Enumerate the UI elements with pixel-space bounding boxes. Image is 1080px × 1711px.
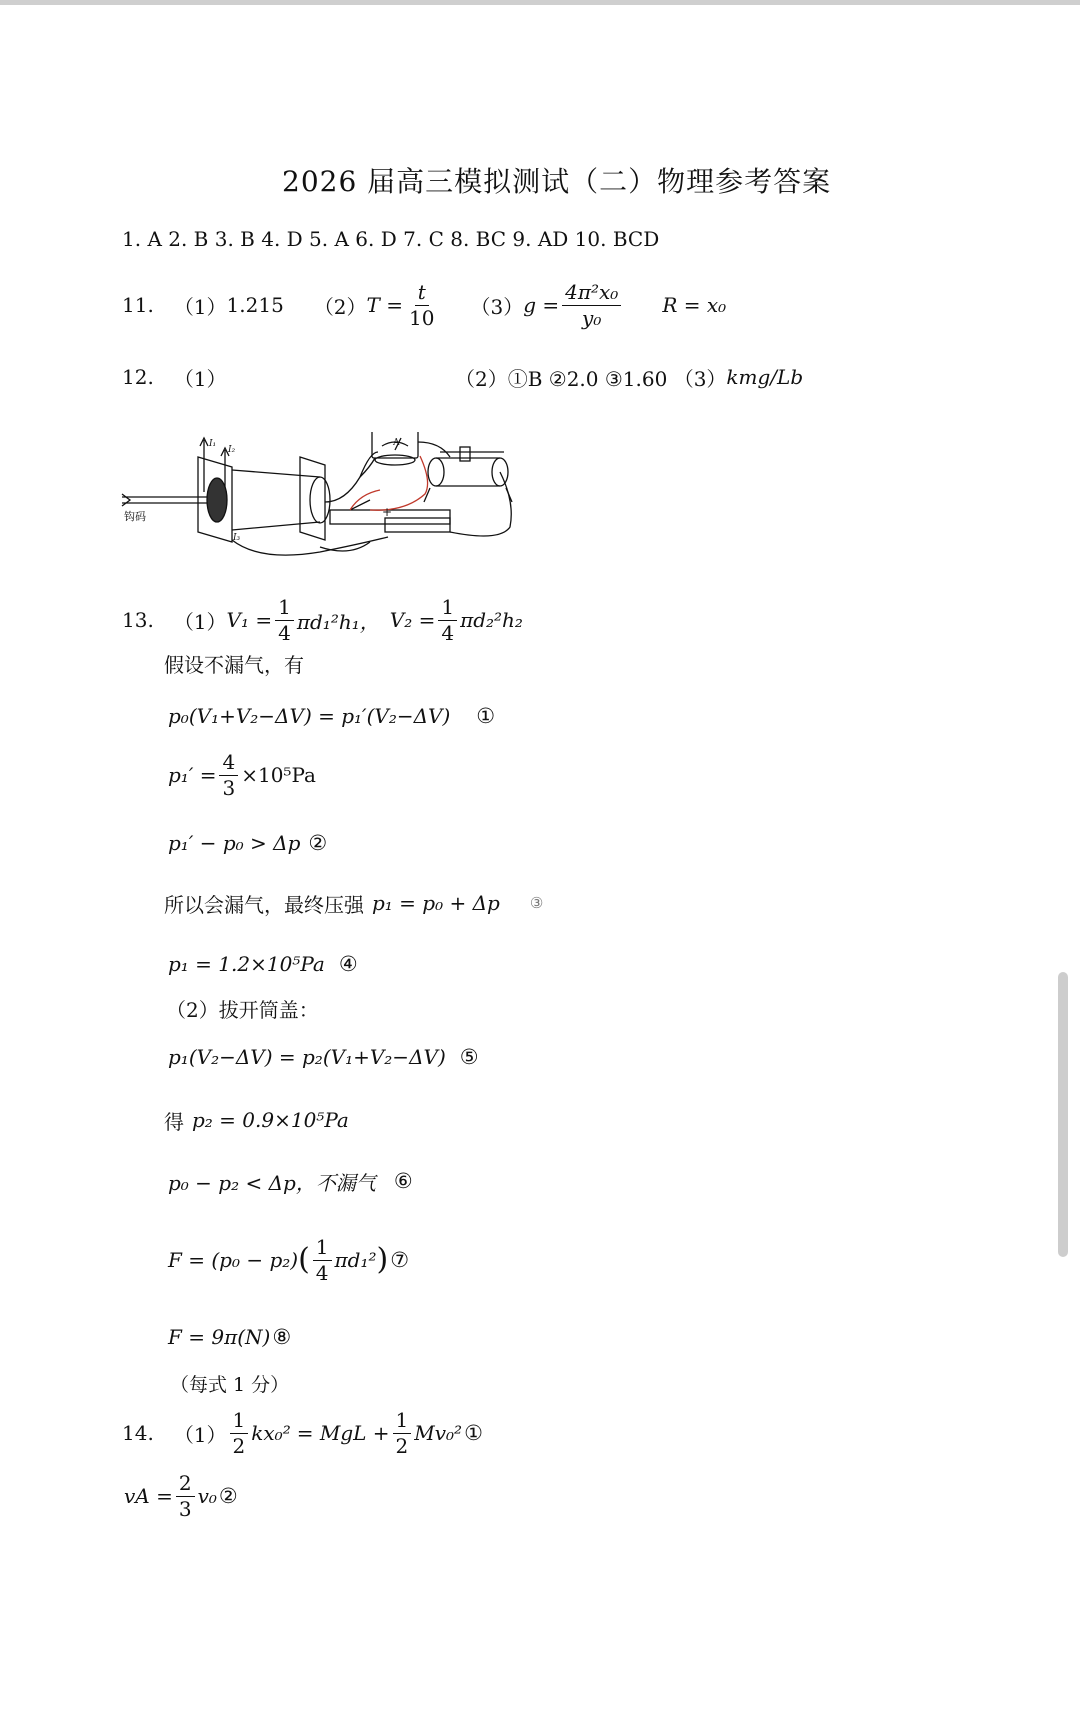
q12-answer: 12. （1） xyxy=(122,365,227,391)
q13-eq4: p₁ = 1.2×10⁵Pa ④ xyxy=(168,952,358,976)
q12-number: 12. xyxy=(122,365,154,389)
q13-assumption: 假设不漏气，有 xyxy=(164,653,304,677)
label-plus: + xyxy=(382,505,393,519)
q13-number: 13. xyxy=(122,608,154,632)
q13-score-note: （每式 1 分） xyxy=(170,1374,290,1396)
q11-period-fraction: $\frac{t}{10}$ xyxy=(409,279,435,330)
q14-eq1: 14. （1） $\frac{1}{2}$ kx₀² = MgL + $\frac{1}{2}$ Mv₀² ① xyxy=(122,1407,483,1458)
q13-eq8: F = (p₀ − p₂) ( $\frac{1}{4}$ πd₁² ) ⑦ xyxy=(168,1234,410,1285)
coil-outline xyxy=(232,470,320,530)
rheostat-left-end xyxy=(428,458,444,486)
battery xyxy=(385,518,450,532)
q11-part1-value: 1.215 xyxy=(226,293,284,317)
q13-part2-heading: （2）拔开筒盖： xyxy=(166,998,319,1022)
left-plate-hole xyxy=(207,478,227,522)
label-I2: I₂ xyxy=(228,445,236,455)
q13-p1-prime: p₁′ = $\frac{4}{3}$ ×10⁵Pa xyxy=(168,749,316,800)
scrollbar-thumb[interactable] xyxy=(1058,972,1068,1257)
q13-eq9: F = 9π(N) ⑧ xyxy=(168,1325,292,1349)
q13-eq5: p₁(V₂−ΔV) = p₂(V₁+V₂−ΔV) ⑤ xyxy=(168,1045,479,1069)
label-ammeter: A xyxy=(393,438,400,448)
q14-number: 14. xyxy=(122,1421,154,1445)
q11-answer: 11. （1） 1.215 （2） T = $\frac{t}{10}$ （3） g = $\frac{\text{4π²x₀}}{\text{y₀}}$ R = x₀ xyxy=(122,279,727,330)
page-title: 2026 届高三模拟测试（二）物理参考答案 xyxy=(282,165,832,198)
q13-leak: 所以会漏气，最终压强 p₁ = p₀ + Δp ③ xyxy=(164,891,544,917)
right-plate xyxy=(300,457,325,540)
q11-gravity-fraction: $\frac{\text{4π²x₀}}{\text{y₀}}$ xyxy=(562,282,621,329)
q13-part1-volumes: 13. （1） V₁ = $\frac{1}{4}$ πd₁²h₁， V₂ = $\frac{1}{4}$ πd₂²h₂ xyxy=(122,594,523,645)
q13-eq7: p₀ − p₂ < Δp，不漏气 ⑥ xyxy=(168,1169,413,1195)
q13-eq2: p₁′ − p₀ > Δp ② xyxy=(168,831,328,855)
q13-eq1: p₀(V₁+V₂−ΔV) = p₁′(V₂−ΔV) ① xyxy=(168,704,496,728)
label-I1: I₁ xyxy=(209,439,217,449)
multiple-choice-answers: 1. A 2. B 3. B 4. D 5. A 6. D 7. C 8. BC 9. AD 10. BCD xyxy=(122,227,660,251)
q11-number: 11. xyxy=(122,293,154,317)
label-I3: I₃ xyxy=(233,533,241,543)
q14-eq2: vA = $\frac{2}{3}$ v₀ ② xyxy=(124,1470,238,1521)
label-weight: 钩码 xyxy=(124,510,146,523)
q11-radius-expr: R = x₀ xyxy=(662,293,727,317)
q12-part3-expr: kmg/Lb xyxy=(726,365,804,389)
q13-eq6: 得 p₂ = 0.9×10⁵Pa xyxy=(164,1108,349,1134)
circuit-diagram xyxy=(120,432,550,582)
top-border xyxy=(0,0,1080,5)
q12-answers-2-3: （2）①B ②2.0 ③1.60 （3） kmg/Lb xyxy=(455,365,804,391)
hook-end xyxy=(122,494,130,506)
red-wire xyxy=(370,456,428,510)
